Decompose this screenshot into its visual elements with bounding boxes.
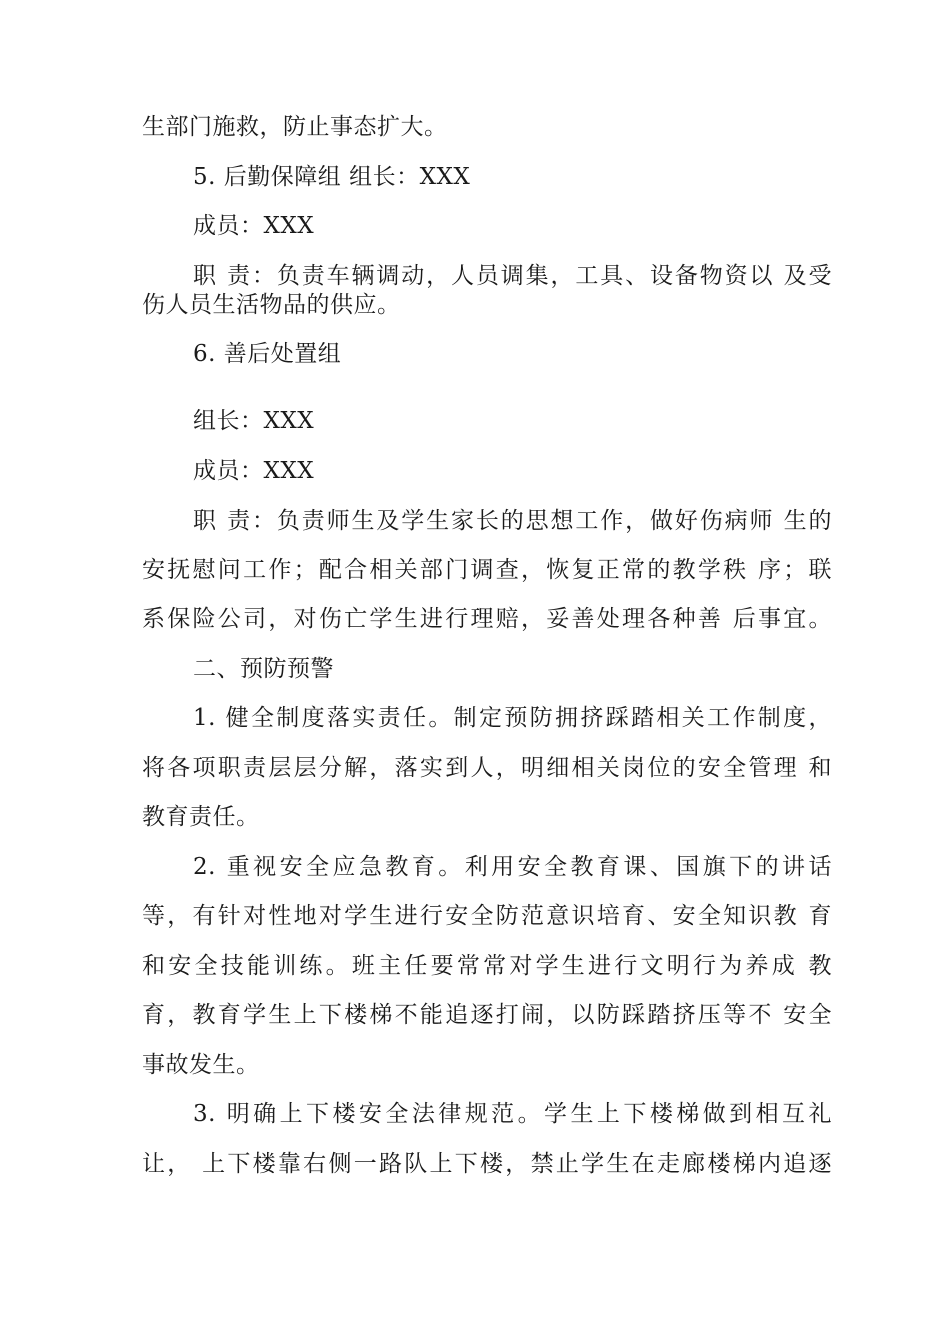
paragraph-line: 和安全技能训练。班主任要常常对学生进行文明行为养成 教 bbox=[142, 953, 832, 979]
paragraph-line: 伤人员生活物品的供应。 bbox=[142, 292, 401, 318]
paragraph-line: 教育责任。 bbox=[142, 804, 260, 830]
paragraph-line: 职 责：负责车辆调动，人员调集，工具、设备物资以 及受 bbox=[193, 263, 832, 289]
paragraph-line: 3. 明确上下楼安全法律规范。学生上下楼梯做到相互礼 bbox=[193, 1101, 832, 1127]
chapter-heading-prevention: 二、预防预警 bbox=[193, 656, 334, 682]
paragraph-line: 将各项职责层层分解，落实到人，明细相关岗位的安全管理 和 bbox=[142, 755, 832, 781]
paragraph-line: 组长：XXX bbox=[193, 408, 315, 434]
paragraph-line: 等，有针对性地对学生进行安全防范意识培育、安全知识教 育 bbox=[142, 903, 832, 929]
paragraph-line: 育，教育学生上下楼梯不能追逐打闹，以防踩踏挤压等不 安全 bbox=[142, 1002, 832, 1028]
section-heading-logistics: 5. 后勤保障组 组长：XXX bbox=[193, 164, 471, 190]
paragraph-line: 2. 重视安全应急教育。利用安全教育课、国旗下的讲话 bbox=[193, 854, 832, 880]
paragraph-line: 成员：XXX bbox=[193, 213, 315, 239]
paragraph-line: 事故发生。 bbox=[142, 1052, 260, 1078]
paragraph-line: 1. 健全制度落实责任。制定预防拥挤踩踏相关工作制度， bbox=[193, 705, 832, 731]
paragraph-line: 生部门施救，防止事态扩大。 bbox=[142, 114, 448, 140]
paragraph-line: 职 责：负责师生及学生家长的思想工作，做好伤病师 生的 bbox=[193, 508, 832, 534]
section-heading-aftermath: 6. 善后处置组 bbox=[193, 341, 342, 367]
paragraph-line: 让， 上下楼靠右侧一路队上下楼，禁止学生在走廊楼梯内追逐 bbox=[142, 1151, 832, 1177]
paragraph-line: 系保险公司，对伤亡学生进行理赔，妥善处理各种善 后事宜。 bbox=[142, 606, 832, 632]
paragraph-line: 安抚慰问工作；配合相关部门调查，恢复正常的教学秩 序；联 bbox=[142, 557, 832, 583]
paragraph-line: 成员：XXX bbox=[193, 458, 315, 484]
